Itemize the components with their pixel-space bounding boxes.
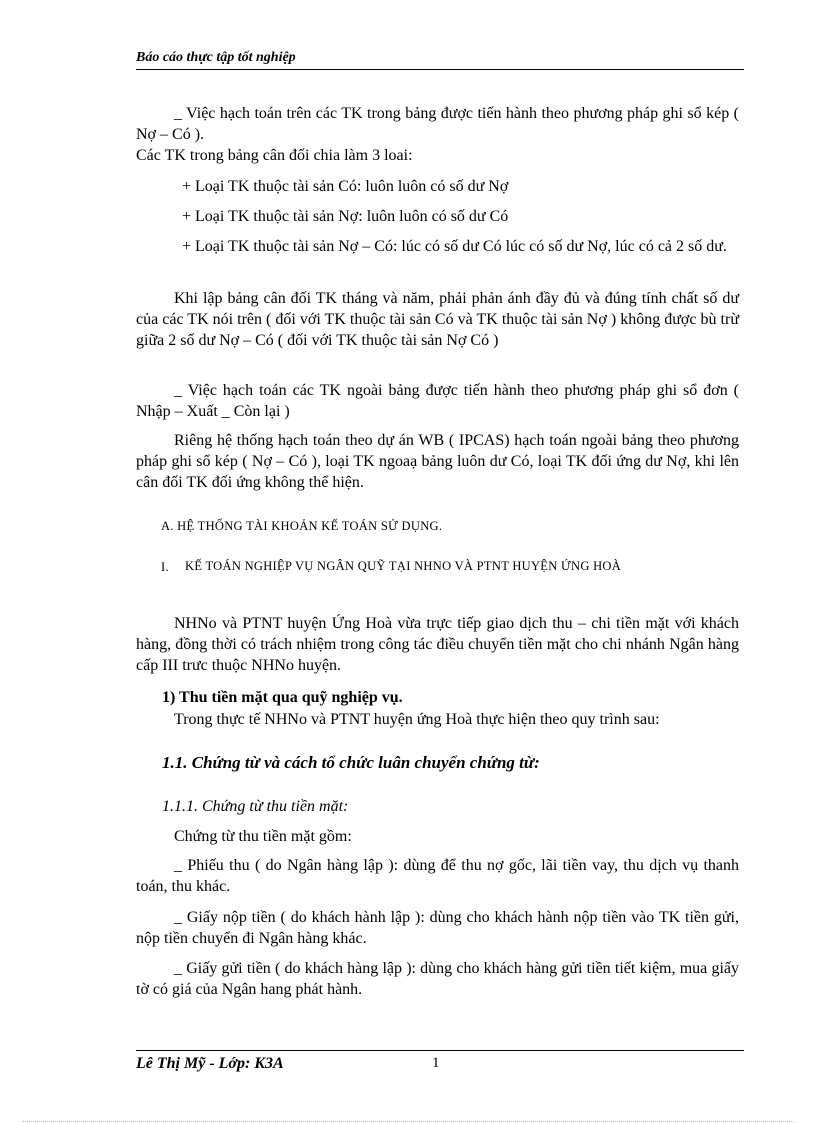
heading-1-1-1: 1.1.1. Chứng từ thu tiền mặt: (162, 798, 349, 815)
footer-author: Lê Thị Mỹ - Lớp: K3A (136, 1055, 284, 1072)
section-heading-i-text: KẾ TOÁN NGHIỆP VỤ NGÂN QUỸ TẠI NHNO VÀ PTNT HUYỆN ỨNG HOÀ (185, 559, 622, 573)
paragraph-deposit-slip: _ Giấy nộp tiền ( do khách hành lập ): dùng cho khách hành nộp tiền vào TK tiền gửi, nộp tiền chuyển đi Ngân hàng khác. (136, 909, 739, 947)
header-rule (136, 69, 744, 70)
paragraph-savings-slip: _ Giấy gửi tiền ( do khách hàng lập ): dùng cho khách hàng gửi tiền tiết kiệm, mua giấy tờ có giá của Ngân hang phát hành. (136, 960, 739, 998)
heading-cash-collection: 1) Thu tiền mặt qua quỹ nghiệp vụ. (162, 689, 403, 706)
paragraph-asset-mixed: + Loại TK thuộc tài sản Nợ – Có: lúc có số dư Có lúc có số dư Nợ, lúc có cả 2 số dư. (182, 238, 727, 255)
paragraph-asset-credit: + Loại TK thuộc tài sản Có: luôn luôn có số dư Nợ (182, 178, 509, 195)
paragraph-receipt: _ Phiếu thu ( do Ngân hàng lập ): dùng để thu nợ gốc, lãi tiền vay, thu dịch vụ thanh toán, thu khác. (136, 857, 739, 895)
paragraph-asset-debit: + Loại TK thuộc tài sản Nợ: luôn luôn có số dư Có (182, 208, 509, 225)
page-number: 1 (432, 1055, 440, 1071)
paragraph-balance-sheet: Khi lập bảng cân đối TK tháng và năm, phải phản ánh đầy đủ và đúng tính chất số dư của các TK nói trên ( đối với TK thuộc tài sản Có và TK thuộc tài sản Nợ ) không được bù trừ giữa 2 số dư Nợ – Có ( đối với TK thuộc tài sản Nợ Có ) (136, 290, 739, 349)
section-heading-a: A. HỆ THỐNG TÀI KHOẢN KẾ TOÁN SỬ DỤNG. (161, 519, 443, 533)
paragraph-documents-intro: Chứng từ thu tiền mặt gồm: (174, 828, 352, 845)
paragraph-off-balance: _ Việc hạch toán các TK ngoài bảng được tiến hành theo phương pháp ghi sổ đơn ( Nhập – Xuất _ Còn lại ) (136, 382, 739, 420)
paragraph-nhno-intro: NHNo và PTNT huyện Ứng Hoà vừa trực tiếp giao dịch thu – chi tiền mặt với khách hàng, đồng thời có trách nhiệm trong công tác điều chuyển tiền mặt cho chi nhánh Ngân hàng cấp III trưc thuộc NHNo huyện. (136, 615, 739, 674)
paragraph-process-intro: Trong thực tế NHNo và PTNT huyện ứng Hoà thực hiện theo quy trình sau: (174, 711, 660, 728)
footer-rule (136, 1050, 744, 1051)
page-bottom-border (22, 1121, 794, 1122)
paragraph-ledger-double-entry: _ Việc hạch toán trên các TK trong bảng được tiến hành theo phương pháp ghi sổ kép ( Nợ – Có ). (136, 105, 739, 143)
paragraph-account-types-intro: Các TK trong bảng cân đối chia làm 3 loai: (136, 147, 413, 164)
heading-1-1: 1.1. Chứng từ và cách tổ chức luân chuyển chứng từ: (162, 753, 540, 772)
page-header-title: Báo cáo thực tập tốt nghiệp (136, 50, 296, 65)
section-heading-i-number: I. (161, 560, 169, 574)
paragraph-wb-project: Riêng hệ thống hạch toán theo dự án WB ( IPCAS) hạch toán ngoài bảng theo phương pháp ghi sổ kép ( Nợ – Có ), loại TK ngoaạ bảng luôn dư Có, loại TK đối ứng dư Nợ, khi lên cân đối TK đối ứng không thể hiện. (136, 432, 739, 491)
